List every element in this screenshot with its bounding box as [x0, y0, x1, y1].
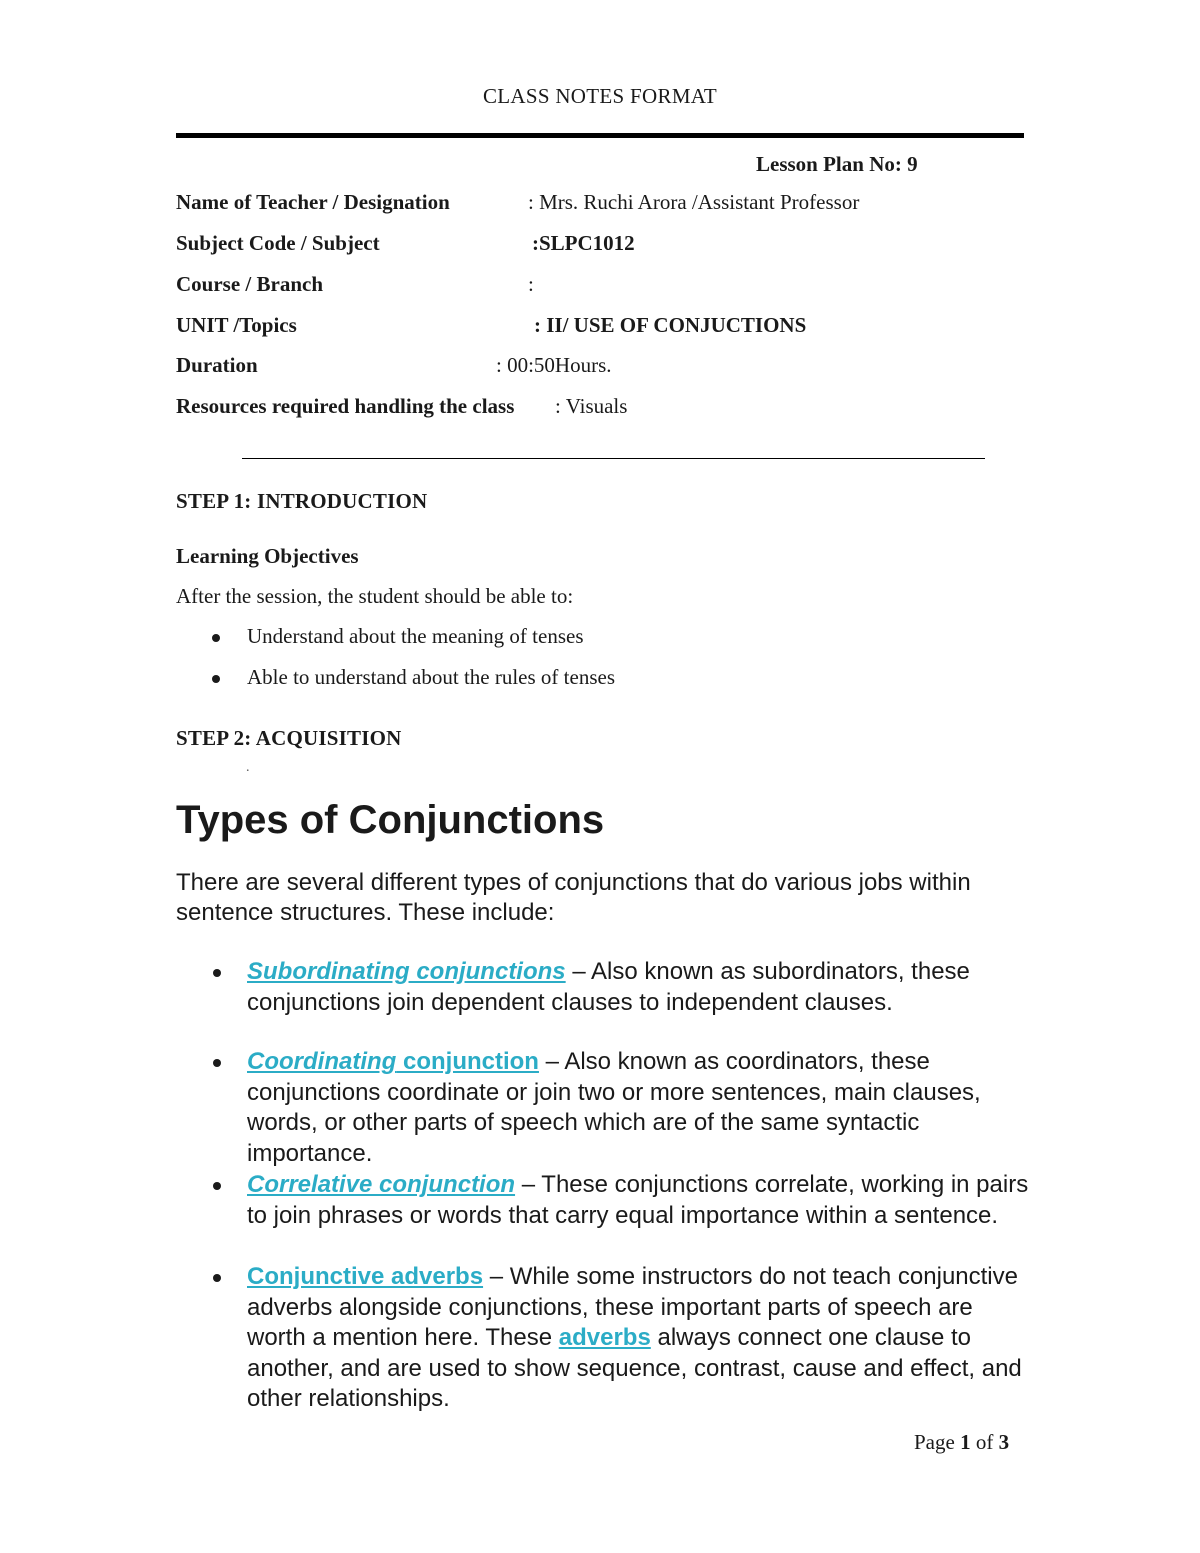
field-unit-value: : II/ USE OF CONJUCTIONS: [534, 313, 807, 337]
header-divider: [176, 133, 1024, 138]
bullet-icon: [213, 969, 221, 977]
list-item: [176, 957, 1036, 1018]
field-course-label: Course / Branch: [176, 272, 323, 296]
field-duration-label: Duration: [176, 353, 258, 377]
bullet-icon: [212, 675, 220, 683]
page-total: 3: [998, 1430, 1010, 1454]
step2-heading: STEP 2: ACQUISITION: [176, 726, 402, 750]
lesson-plan-label: Lesson Plan No:: [756, 152, 902, 176]
bullet-icon: [213, 1059, 221, 1067]
bullet-icon: [213, 1274, 221, 1282]
conjunction-link[interactable]: conjunction: [396, 1048, 539, 1075]
types-heading: Types of Conjunctions: [176, 798, 605, 842]
item-text: – Also known as coordinators, these conjunctions coordinate or join two or more sentences, main clauses, words, or other parts of speech which are of the same syntactic importance.: [247, 1048, 981, 1167]
field-teacher-value: : Mrs. Ruchi Arora /Assistant Professor: [528, 190, 860, 214]
step1-heading: STEP 1: INTRODUCTION: [176, 489, 428, 513]
learning-objectives-heading: Learning Objectives: [176, 544, 359, 568]
field-duration-value: : 00:50Hours.: [496, 353, 612, 377]
field-resources-value: : Visuals: [555, 394, 628, 418]
field-subject-label: Subject Code / Subject: [176, 231, 380, 255]
bullet-icon: [213, 1182, 221, 1190]
stray-dot: .: [246, 760, 250, 775]
document-title: CLASS NOTES FORMAT: [482, 84, 718, 108]
page-number: [914, 1430, 1009, 1455]
types-intro: There are several different types of conjunctions that do various jobs within sentence structures. These include:: [176, 869, 971, 926]
subordinating-conjunctions-link[interactable]: Subordinating conjunctions: [247, 958, 566, 985]
objective-text: Understand about the meaning of tenses: [247, 624, 584, 648]
page-label: Page: [914, 1430, 955, 1454]
lesson-plan-number: [756, 152, 918, 177]
field-course-value: :: [528, 272, 534, 296]
lesson-plan-value: 9: [907, 152, 918, 176]
field-unit-label: UNIT /Topics: [176, 313, 297, 337]
objective-text: Able to understand about the rules of tenses: [247, 665, 615, 689]
list-item: [176, 1170, 1036, 1231]
item-text: – While some instructors do not teach conjunctive adverbs alongside conjunctions, these important parts of speech are worth a mention here. These: [247, 1263, 1018, 1351]
section-divider: [242, 458, 985, 459]
list-item: [176, 1047, 1036, 1169]
item-text: always connect one clause to another, and are used to show sequence, contrast, cause and effect, and other relationships.: [247, 1324, 1022, 1412]
of-label: of: [975, 1430, 994, 1454]
field-teacher-label: Name of Teacher / Designation: [176, 190, 450, 214]
conjunctive-adverbs-link[interactable]: Conjunctive adverbs: [247, 1263, 484, 1290]
correlative-conjunction-link[interactable]: Correlative conjunction: [247, 1171, 516, 1198]
field-subject-value: :SLPC1012: [532, 231, 635, 255]
field-resources-label: Resources required handling the class: [176, 394, 515, 418]
list-item: [176, 1262, 1036, 1415]
item-text: – These conjunctions correlate, working in pairs to join phrases or words that carry equal importance within a sentence.: [247, 1171, 1029, 1229]
page-current: 1: [960, 1430, 971, 1454]
item-text: – Also known as subordinators, these conjunctions join dependent clauses to independent clauses.: [247, 958, 970, 1016]
adverbs-link[interactable]: adverbs: [558, 1324, 651, 1351]
bullet-icon: [212, 634, 220, 642]
learning-objectives-intro: After the session, the student should be able to:: [176, 584, 574, 608]
coordinating-link[interactable]: Coordinating: [247, 1048, 397, 1075]
